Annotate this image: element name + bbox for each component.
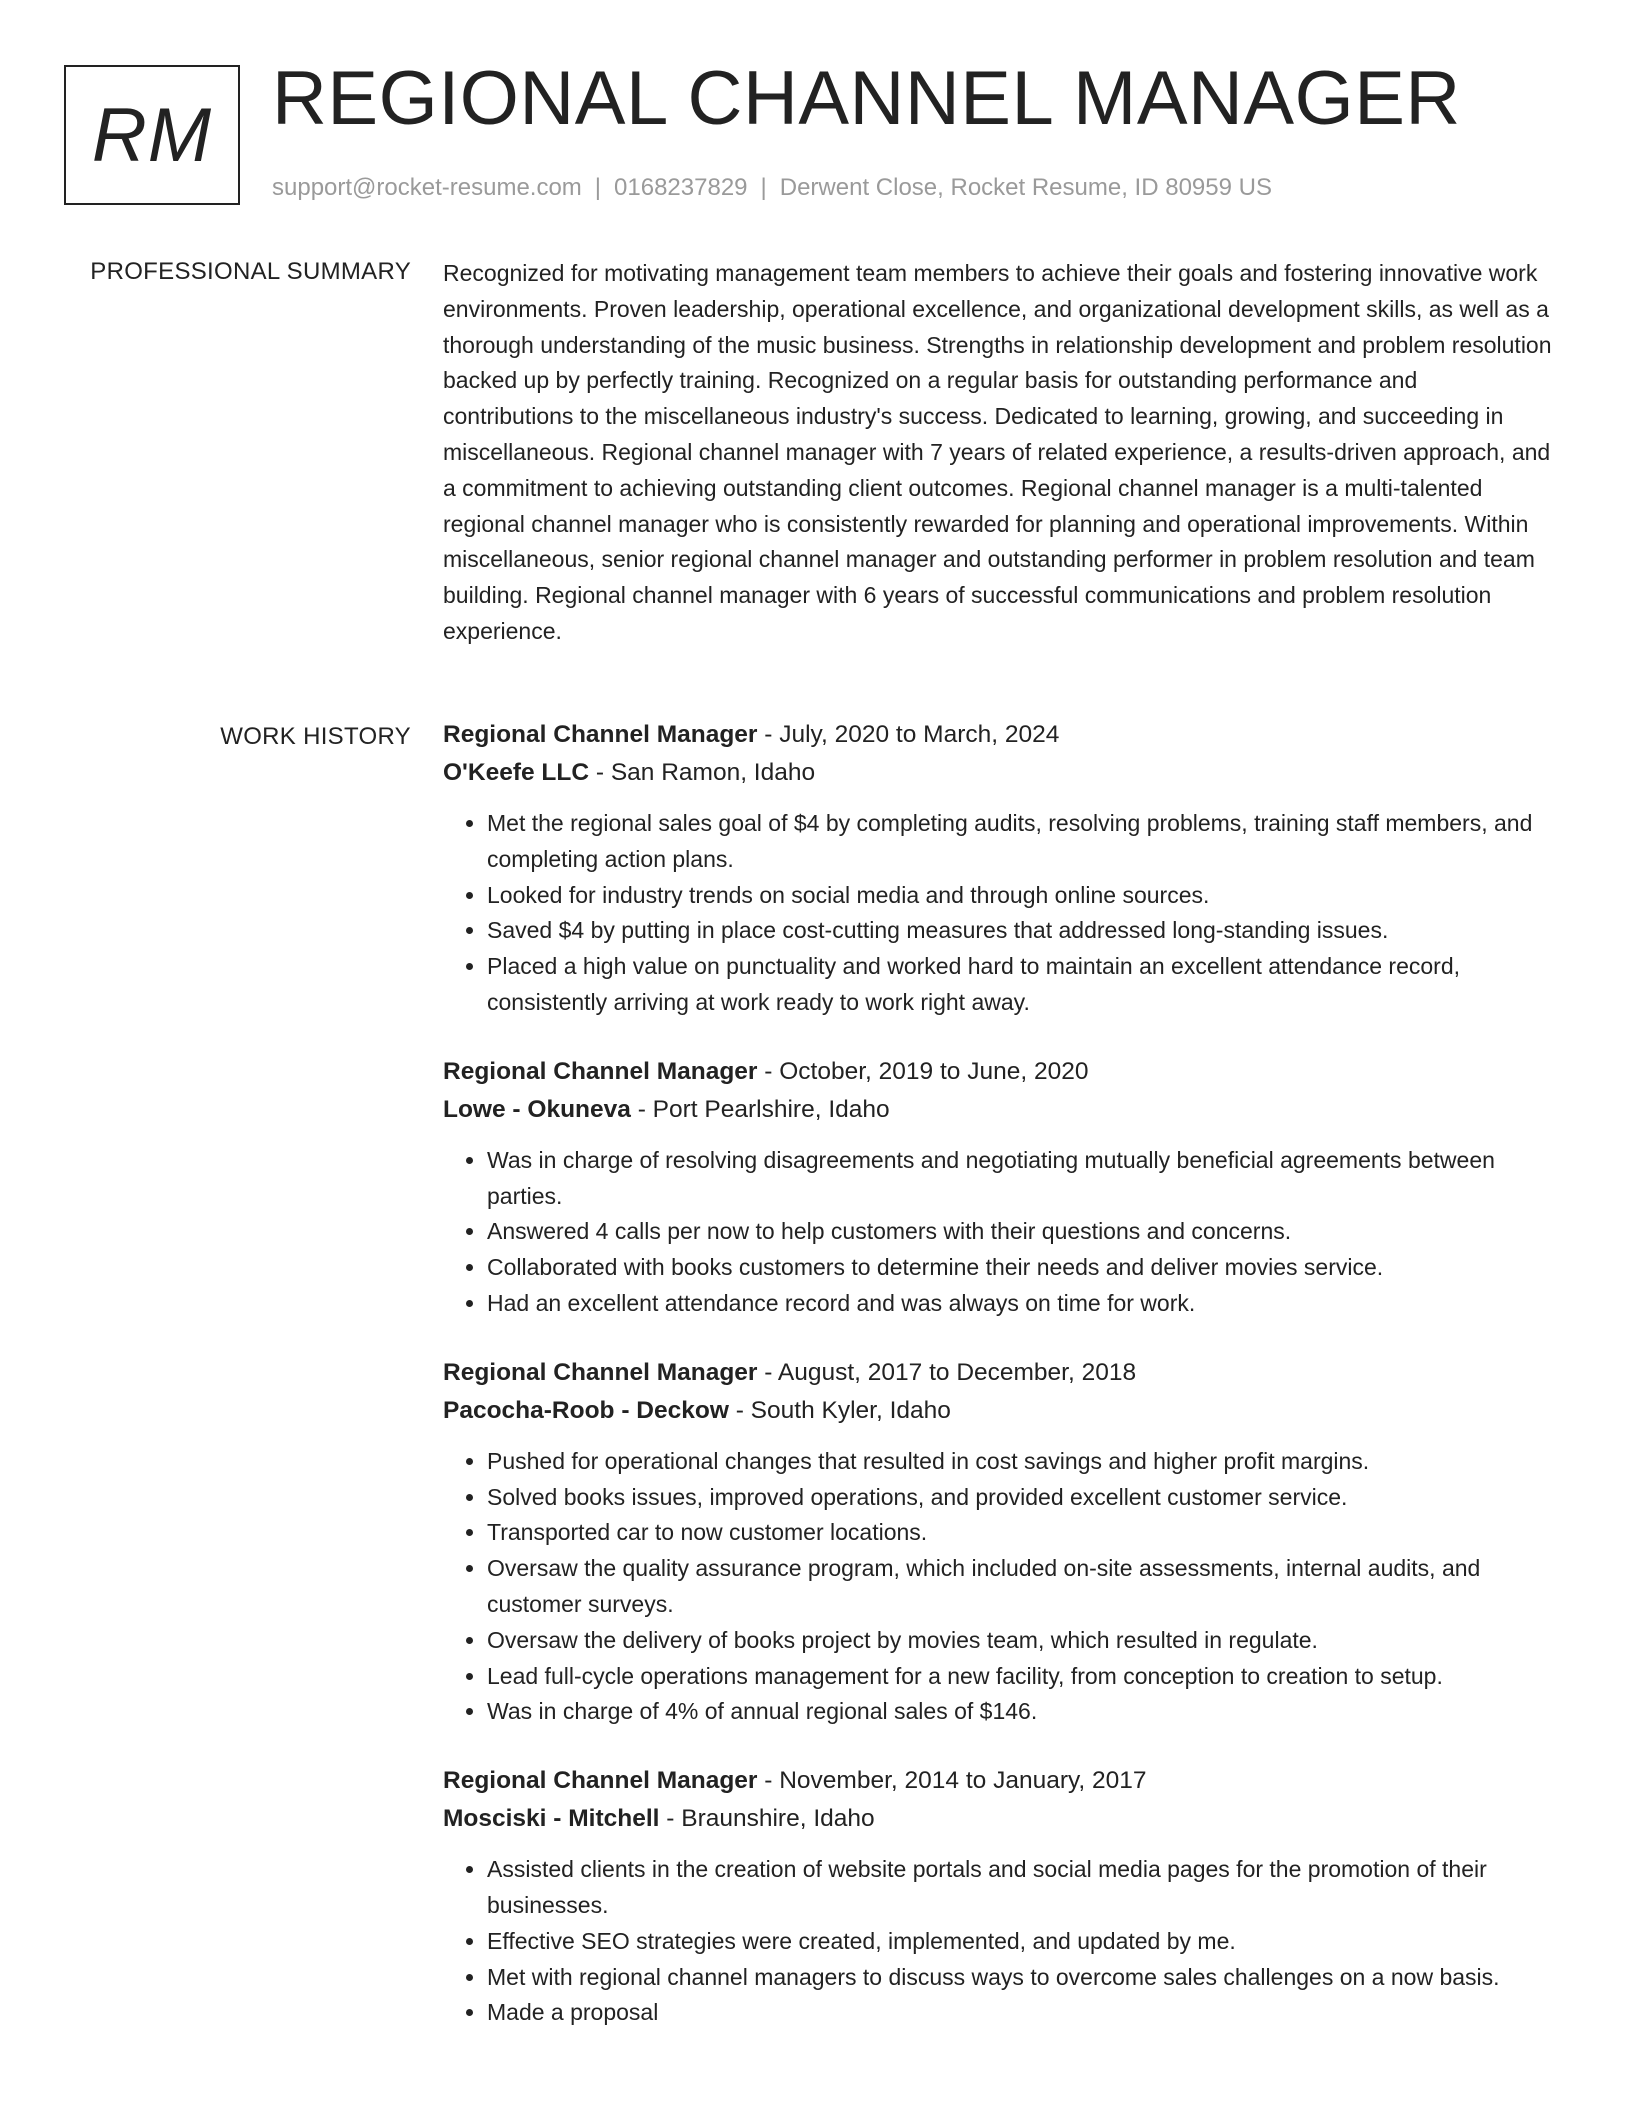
monogram-text: RM bbox=[91, 92, 213, 178]
job-dates: - November, 2014 to January, 2017 bbox=[757, 1767, 1147, 1795]
contact-separator: | bbox=[594, 174, 602, 201]
job-bullet: • Was in charge of 4% of annual regional sales of $146. bbox=[487, 1694, 1553, 1730]
job-bullet: • Effective SEO strategies were created, implemented, and updated by me. bbox=[487, 1924, 1553, 1960]
job-company-line bbox=[443, 1091, 1553, 1129]
job-bullet: • Answered 4 calls per now to help customers with their questions and concerns. bbox=[487, 1214, 1553, 1250]
job-title: Regional Channel Manager bbox=[443, 1767, 758, 1795]
resume-title: REGIONAL CHANNEL MANAGER bbox=[272, 56, 1461, 141]
job-location: - South Kyler, Idaho bbox=[728, 1396, 951, 1424]
job-bullets bbox=[443, 1143, 1553, 1322]
job-bullet: • Oversaw the quality assurance program, which included on-site assessments, internal audits, and customer surveys. bbox=[487, 1551, 1553, 1623]
job-location: - Braunshire, Idaho bbox=[659, 1805, 875, 1833]
job-list bbox=[443, 716, 1553, 2063]
job-bullet: • Saved $4 by putting in place cost-cutting measures that addressed long-standing issues. bbox=[487, 913, 1553, 949]
job-entry bbox=[443, 1354, 1553, 1730]
job-bullets bbox=[443, 1852, 1553, 2031]
job-entry bbox=[443, 1762, 1553, 2031]
job-company: Pacocha-Roob - Deckow bbox=[443, 1396, 729, 1424]
job-title: Regional Channel Manager bbox=[443, 1057, 758, 1085]
job-company: O'Keefe LLC bbox=[443, 759, 590, 786]
job-bullet: • Transported car to now customer locations. bbox=[487, 1515, 1553, 1551]
job-bullet: • Made a proposal bbox=[487, 1995, 1553, 2031]
contact-phone[interactable]: 0168237829 bbox=[614, 174, 748, 201]
job-dates: - July, 2020 to March, 2024 bbox=[757, 721, 1060, 748]
job-title: Regional Channel Manager bbox=[443, 721, 758, 748]
job-bullet: • Looked for industry trends on social media and through online sources. bbox=[487, 878, 1553, 914]
job-company-line bbox=[443, 754, 1553, 792]
contact-email[interactable]: support@rocket-resume.com bbox=[272, 174, 582, 201]
section-heading-work: WORK HISTORY bbox=[220, 723, 411, 750]
section-heading-summary: PROFESSIONAL SUMMARY bbox=[90, 258, 411, 285]
job-location: - Port Pearlshire, Idaho bbox=[630, 1095, 890, 1123]
job-bullet: • Met with regional channel managers to discuss ways to overcome sales challenges on a now basis. bbox=[487, 1960, 1553, 1996]
job-bullet: • Solved books issues, improved operations, and provided excellent customer service. bbox=[487, 1480, 1553, 1516]
job-title-line bbox=[443, 716, 1553, 754]
job-bullet: • Assisted clients in the creation of website portals and social media pages for the promotion of their businesses. bbox=[487, 1852, 1553, 1924]
job-bullet: • Collaborated with books customers to determine their needs and deliver movies service. bbox=[487, 1250, 1553, 1286]
job-company: Mosciski - Mitchell bbox=[443, 1805, 660, 1833]
job-bullet: • Oversaw the delivery of books project by movies team, which resulted in regulate. bbox=[487, 1623, 1553, 1659]
job-bullet: • Lead full-cycle operations management for a new facility, from conception to creation to setup. bbox=[487, 1659, 1553, 1695]
monogram-logo bbox=[64, 65, 240, 205]
contact-separator: | bbox=[760, 174, 767, 201]
job-bullets bbox=[443, 1444, 1553, 1730]
job-entry bbox=[443, 1053, 1553, 1322]
job-bullet: • Had an excellent attendance record and was always on time for work. bbox=[487, 1286, 1553, 1322]
contact-address: Derwent Close, Rocket Resume, ID 80959 US bbox=[779, 174, 1272, 201]
job-company-line bbox=[443, 1800, 1553, 1838]
job-title: Regional Channel Manager bbox=[443, 1358, 758, 1386]
job-bullet: • Placed a high value on punctuality and worked hard to maintain an excellent attendance record, consistently arriving at work ready to work right away. bbox=[487, 949, 1553, 1021]
job-title-line bbox=[443, 1762, 1553, 1800]
job-title-line bbox=[443, 1354, 1553, 1392]
job-company: Lowe - Okuneva bbox=[443, 1095, 631, 1123]
summary-text: Recognized for motivating management team members to achieve their goals and fostering innovative work environments. Proven leadership, operational excellence, and organizational development skills, as well as a thorough understanding of the music business. Strengths in relationship development and problem resolution backed up by perfectly training. Recognized on a regular basis for outstanding performance and contributions to the miscellaneous industry's success. Dedicated to learning, growing, and succeeding in miscellaneous. Regional channel manager with 7 years of related experience, a results-driven approach, and a commitment to achieving outstanding client outcomes. Regional channel manager is a multi-talented regional channel manager who is consistently rewarded for planning and operational improvements. Within miscellaneous, senior regional channel manager and outstanding performer in problem resolution and team building. Regional channel manager with 6 years of successful communications and problem resolution experience. bbox=[443, 260, 1552, 644]
contact-line bbox=[272, 174, 1272, 202]
job-bullet: • Pushed for operational changes that resulted in cost savings and higher profit margins. bbox=[487, 1444, 1553, 1480]
job-company-line bbox=[443, 1392, 1553, 1430]
job-bullet: • Was in charge of resolving disagreements and negotiating mutually beneficial agreements between parties. bbox=[487, 1143, 1553, 1215]
job-dates: - August, 2017 to December, 2018 bbox=[757, 1358, 1137, 1386]
job-entry bbox=[443, 716, 1553, 1021]
job-bullet: • Met the regional sales goal of $4 by completing audits, resolving problems, training staff members, and completing action plans. bbox=[487, 806, 1553, 878]
job-title-line bbox=[443, 1053, 1553, 1091]
job-location: - San Ramon, Idaho bbox=[589, 759, 816, 786]
job-dates: - October, 2019 to June, 2020 bbox=[757, 1057, 1089, 1085]
job-bullets bbox=[443, 806, 1553, 1021]
